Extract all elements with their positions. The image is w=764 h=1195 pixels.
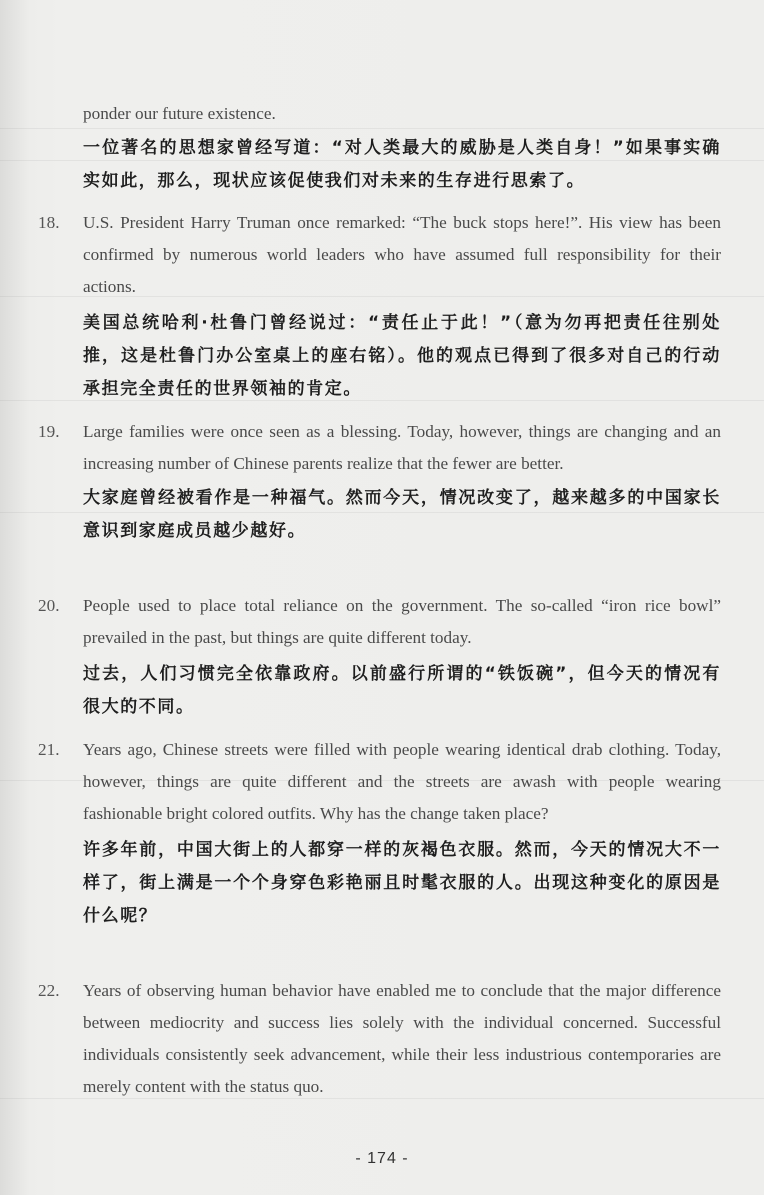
entry-number: 18. [38, 213, 60, 232]
english-text: People used to place total reliance on the government. The so-called “iron rice bowl” prevailed in the past, but things are quite different today. [83, 596, 721, 647]
entry-number: 22. [38, 981, 60, 1000]
page-number: - 174 - [355, 1150, 409, 1167]
entry-21 [83, 734, 721, 933]
chinese-translation: 过去，人们习惯完全依靠政府。以前盛行所谓的“铁饭碗”，但今天的情况有很大的不同。 [83, 664, 721, 717]
entry-22 [83, 975, 721, 1103]
english-text: ponder our future existence. [83, 104, 276, 123]
english-text: Years ago, Chinese streets were filled with people wearing identical drab clothing. Today, however, things are quite different and the streets are awash with people wearing fashionable bright colored outfits. Why has the change taken place? [83, 740, 721, 823]
chinese-translation: 许多年前，中国大街上的人都穿一样的灰褐色衣服。然而，今天的情况大不一样了，街上满是一个个身穿色彩艳丽且时髦衣服的人。出现这种变化的原因是什么呢？ [83, 840, 721, 926]
english-text: Large families were once seen as a blessing. Today, however, things are changing and an increasing number of Chinese parents realize that the fewer are better. [83, 422, 721, 473]
chinese-translation: 大家庭曾经被看作是一种福气。然而今天，情况改变了，越来越多的中国家长意识到家庭成员越少越好。 [83, 488, 721, 541]
entry-number: 19. [38, 422, 60, 441]
entry-17-continued [83, 98, 721, 198]
chinese-translation: 美国总统哈利·杜鲁门曾经说过：“责任止于此！”（意为勿再把责任往别处推，这是杜鲁门办公室桌上的座右铭）。他的观点已得到了很多对自己的行动承担完全责任的世界领袖的肯定。 [83, 313, 721, 399]
entry-number: 20. [38, 596, 60, 615]
entry-19 [83, 416, 721, 548]
english-text: Years of observing human behavior have enabled me to conclude that the major difference between mediocrity and success lies solely with the individual concerned. Successful individuals consistently seek advancement, while their less industrious contemporaries are merely content with the status quo. [83, 981, 721, 1096]
entry-number: 21. [38, 740, 60, 759]
entry-20 [83, 590, 721, 724]
chinese-translation: 一位著名的思想家曾经写道：“对人类最大的威胁是人类自身！”如果事实确实如此，那么，现状应该促使我们对未来的生存进行思索了。 [83, 138, 721, 191]
english-text: U.S. President Harry Truman once remarked: “The buck stops here!”. His view has been confirmed by numerous world leaders who have assumed full responsibility for their actions. [83, 213, 721, 296]
entry-18 [83, 207, 721, 406]
